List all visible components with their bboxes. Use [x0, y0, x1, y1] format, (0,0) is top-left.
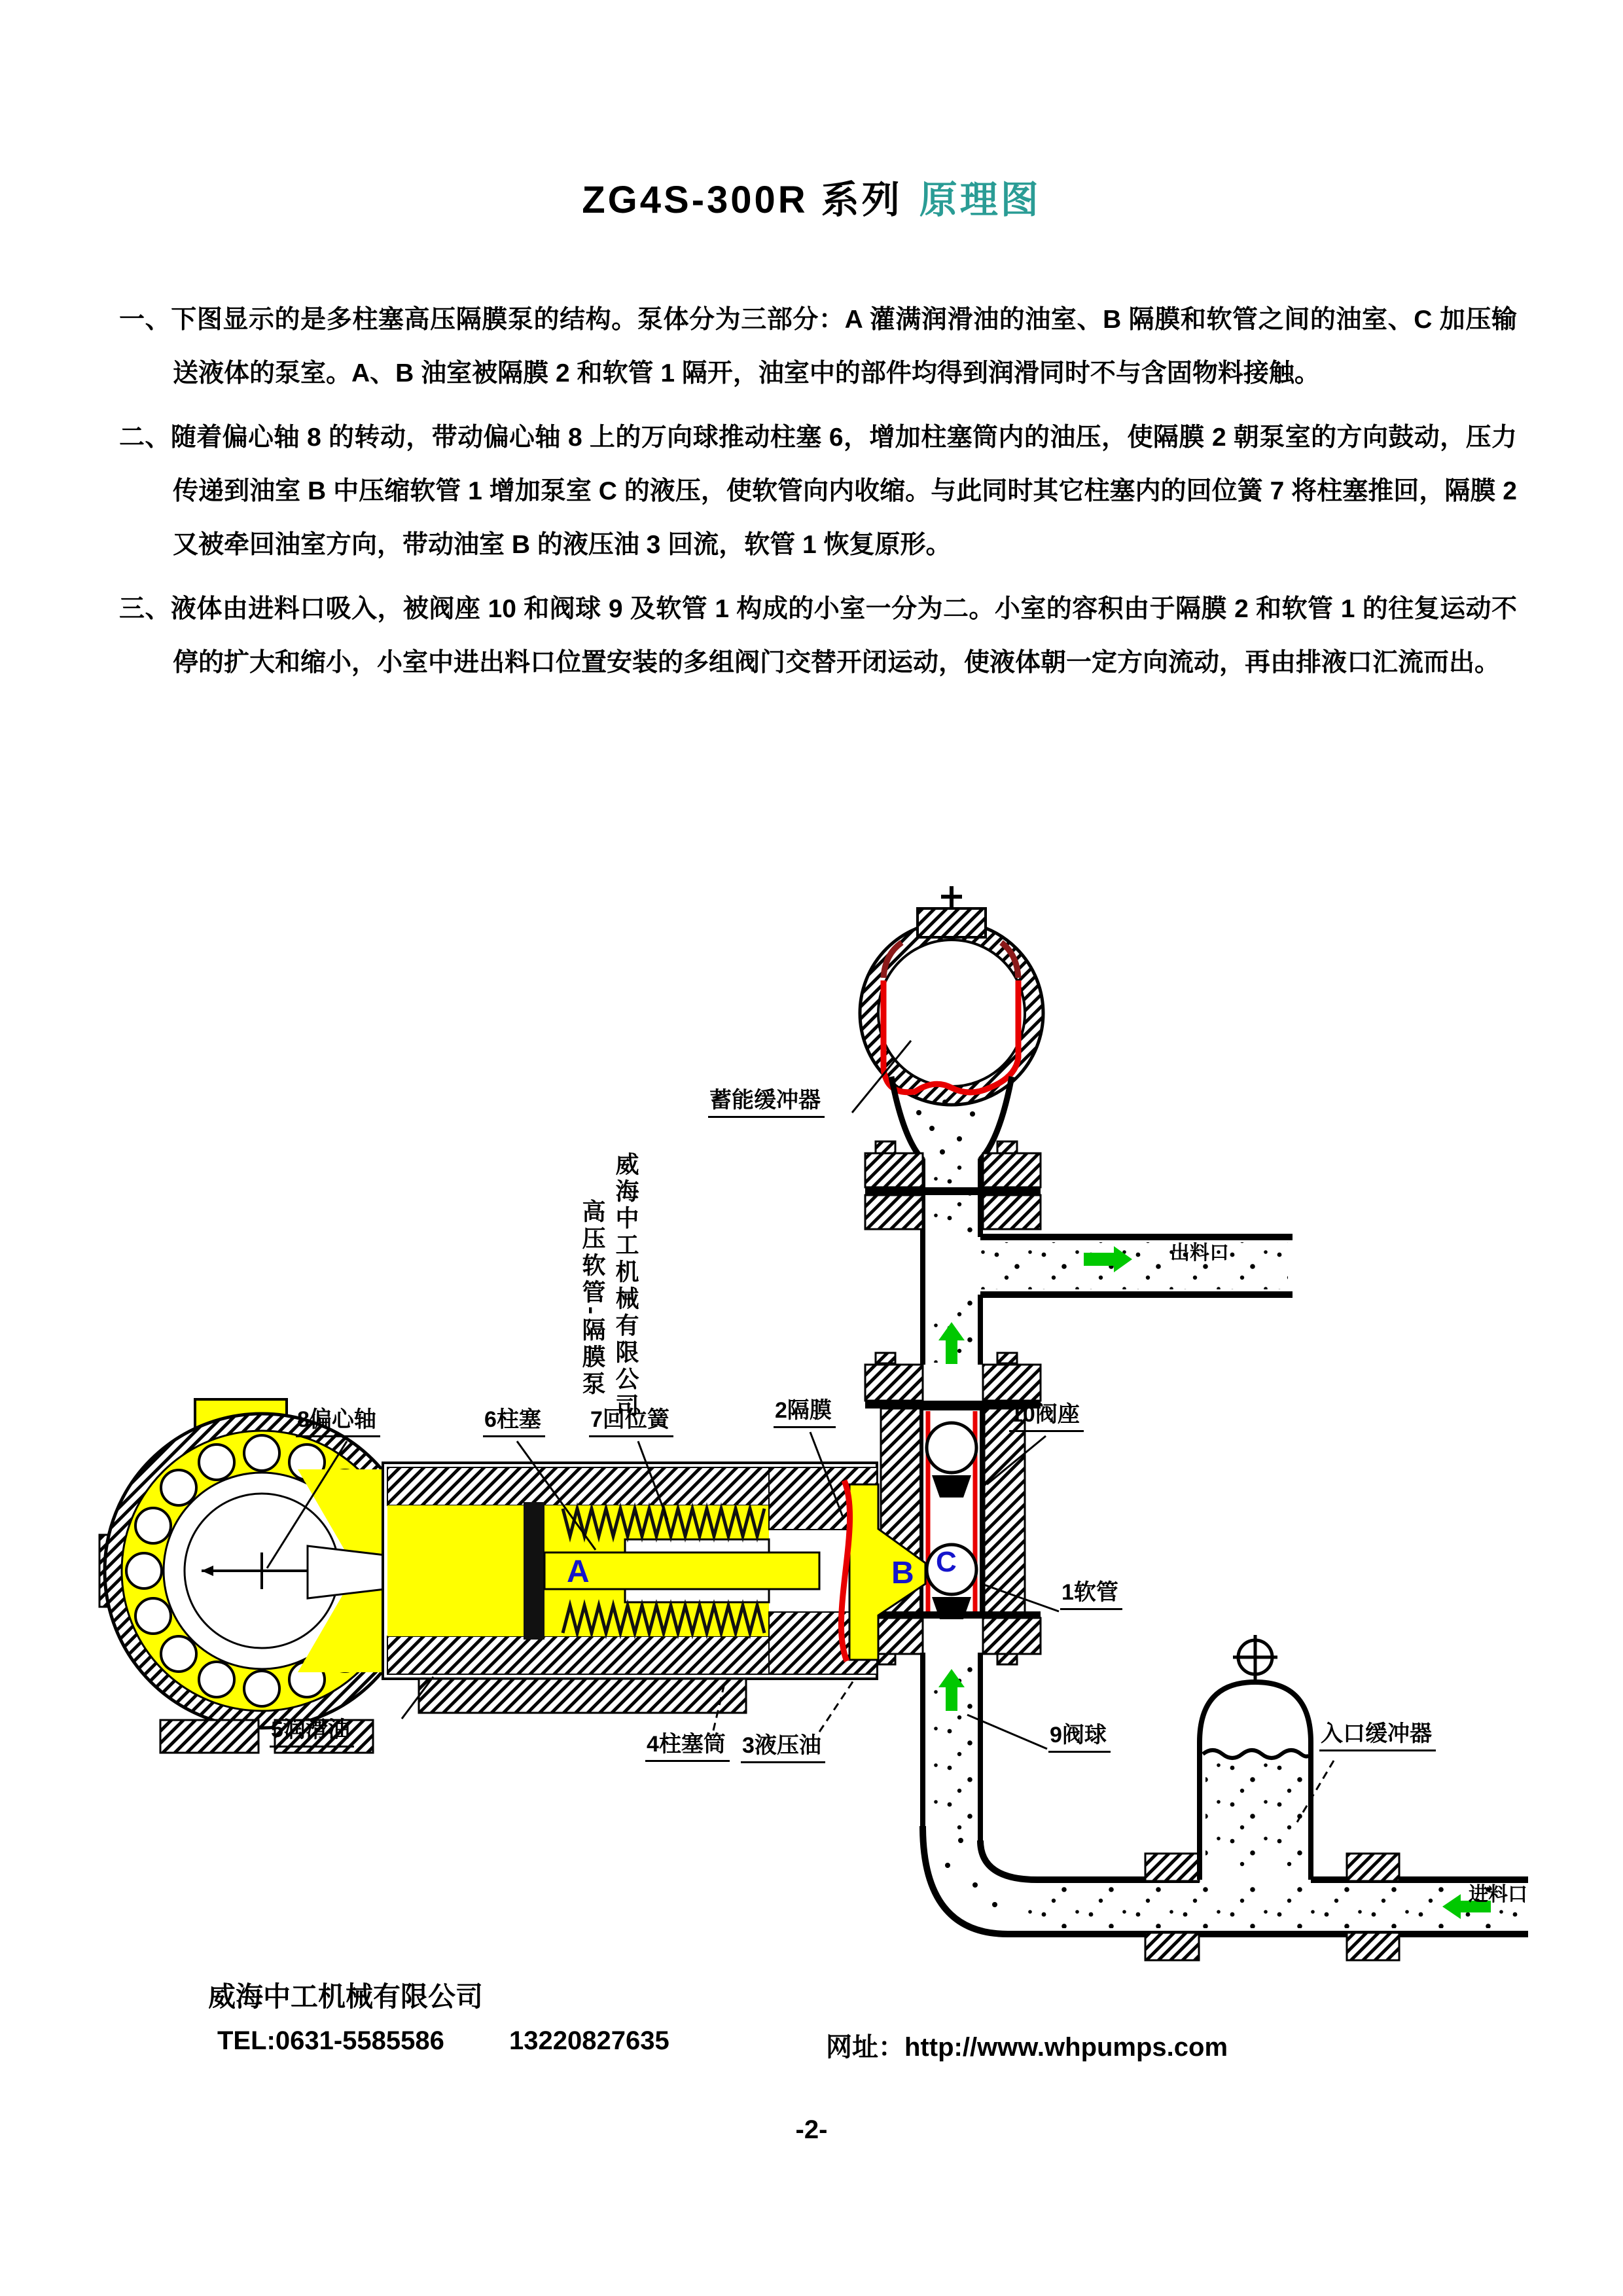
paragraph-1-marker: 一、: [119, 306, 171, 334]
page-number: -2-: [795, 2115, 828, 2144]
label-part9-valve-ball: 9阀球: [1048, 1723, 1111, 1753]
label-part3-hydraulic-oil: 3液压油: [741, 1733, 825, 1763]
label-part8-eccentric-shaft: 8偏心轴: [296, 1407, 380, 1437]
vertical-product-name: 高压软管-隔膜泵: [579, 1199, 606, 1398]
label-part4-plunger-barrel: 4柱塞筒: [645, 1732, 730, 1762]
title-accent: 原理图: [919, 179, 1041, 221]
label-part10-valve-seat: 10阀座: [1009, 1402, 1084, 1432]
label-part1-hose: 1软管: [1060, 1580, 1122, 1610]
paragraph-1-text: 下图显示的是多柱塞高压隔膜泵的结构。泵体分为三部分：A 灌满润滑油的油室、B 隔膜和软管之间的油室、C 加压输送液体的泵室。A、B 油室被隔膜 2 和软管 1 隔开，油室中的部件均得到润滑同时不与含固物料接触。: [171, 306, 1517, 387]
footer-tel: TEL:0631-5585586: [217, 2026, 444, 2055]
inlet-buffer-tank: [1200, 1635, 1311, 1880]
label-accumulator: 蓄能缓冲器: [708, 1088, 825, 1118]
chamber-letter-c: C: [936, 1546, 957, 1578]
paragraph-3-text: 液体由进料口吸入，被阀座 10 和阀球 9 及软管 1 构成的小室一分为二。小室的容积由于隔膜 2 和软管 1 的往复运动不停的扩大和缩小，小室中进出料口位置安装的多组阀门交替开闭运动，使液体朝一定方向流动，再由排液口汇流而出。: [170, 595, 1517, 677]
accumulator-sphere: [860, 886, 1043, 1160]
title-model: ZG4S-300R 系列: [582, 179, 902, 221]
valve-ball-upper: [927, 1423, 976, 1473]
footer-website: 网址：http://www.whpumps.com: [826, 2033, 1228, 2062]
vertical-company-name: 威海中工机械有限公司: [613, 1152, 639, 1420]
paragraph-2-marker: 二、: [119, 423, 171, 452]
footer-company: 威海中工机械有限公司: [208, 1981, 484, 2012]
paragraph-2-text: 随着偏心轴 8 的转动，带动偏心轴 8 上的万向球推动柱塞 6，增加柱塞筒内的油压，使隔膜 2 朝泵室的方向鼓动，压力传递到油室 B 中压缩软管 1 增加泵室 C 的液压，使软管向内收缩。与此同时其它柱塞内的回位簧 7 将柱塞推回，隔膜 2 又被牵回油室方向，带动油室 B 的液压油 3 回流，软管 1 恢复原形。: [170, 423, 1517, 559]
label-outlet-port: 出料口: [1170, 1242, 1229, 1264]
footer-mobile: 13220827635: [509, 2026, 669, 2055]
chamber-letter-b: B: [891, 1556, 914, 1590]
pump-fluid-end: [383, 1463, 925, 1713]
label-part5-lube-oil: 5润滑油: [270, 1717, 354, 1748]
valve-assembly: [865, 1322, 1041, 1664]
chamber-letter-a: A: [567, 1554, 590, 1589]
label-part7-return-spring: 7回位簧: [589, 1407, 673, 1437]
vertical-watermark-text: [576, 1152, 643, 1440]
label-part6-plunger: 6柱塞: [483, 1407, 545, 1437]
label-inlet-buffer: 入口缓冲器: [1319, 1721, 1436, 1751]
outlet-pipe: [979, 1237, 1293, 1295]
paragraph-3-marker: 三、: [119, 595, 171, 623]
pump-power-end: [99, 1399, 419, 1753]
label-inlet-port: 进料口: [1469, 1884, 1527, 1905]
label-part2-diaphragm: 2隔膜: [774, 1398, 836, 1428]
